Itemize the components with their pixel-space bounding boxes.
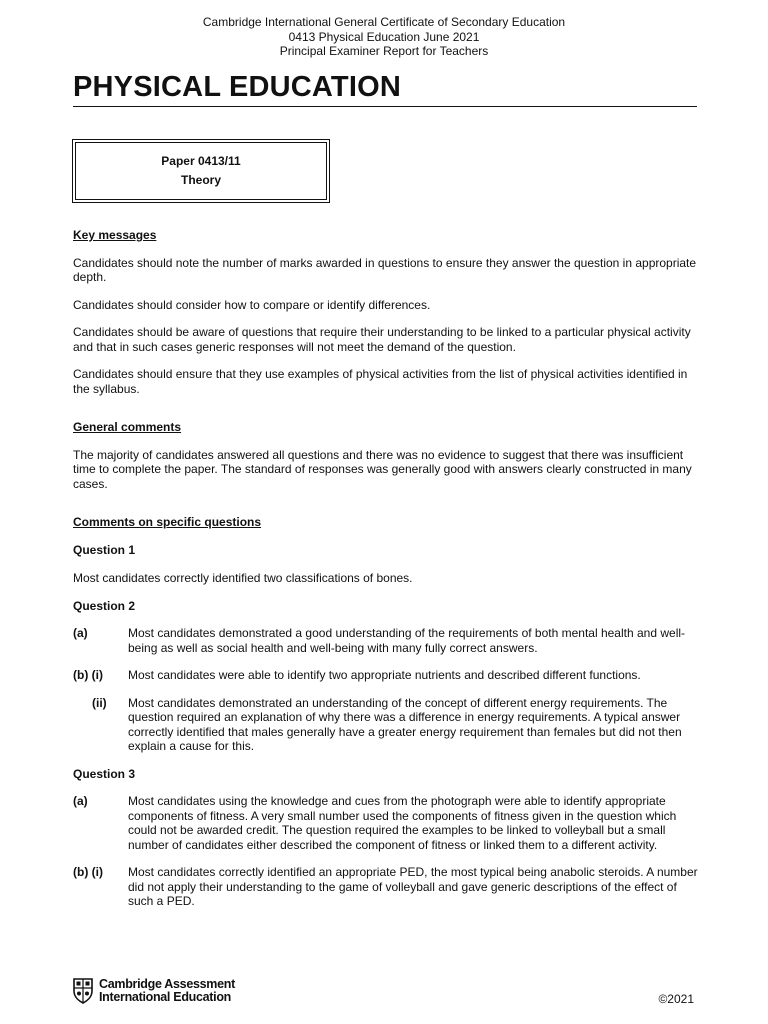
document-header (0, 15, 768, 59)
general-comments-heading: General comments (73, 420, 182, 434)
question-2-title: Question 2 (73, 598, 136, 613)
question-2b-i (73, 668, 698, 683)
question-3-title: Question 3 (73, 766, 136, 781)
question-3a (73, 794, 698, 852)
report-body (73, 228, 698, 909)
question-2a (73, 626, 698, 655)
item-text: Most candidates using the knowledge and cues from the photograph were able to identify appropriate components of fitness. A very small number used the components of fitness given in the question which could not be awarded credit. The question required the examples to be linked to volleyball but a small number of candidates either described the component of fitness or linked them to a different activity. (128, 794, 677, 852)
item-text: Most candidates demonstrated an understanding of the concept of different energy requirements. The question required an explanation of why there was a difference in energy requirements. A typical answer correctly identified that males generally have a greater energy requirement than females but did not then explain a cause for this. (128, 695, 682, 753)
key-messages-heading: Key messages (73, 228, 157, 242)
item-text: Most candidates demonstrated a good understanding of the requirements of both mental health and well-being as well as social health and well-being with many fully correct answers. (128, 626, 686, 655)
key-message-paragraph: Candidates should be aware of questions that require their understanding to be linked to a particular physical activity and that in such cases generic responses will not meet the demand of the question. (73, 325, 691, 354)
cambridge-logo (73, 976, 235, 1006)
header-line-1: Cambridge International General Certificate of Secondary Education (202, 15, 566, 29)
item-label: (ii) (92, 695, 107, 710)
page-title: PHYSICAL EDUCATION (73, 70, 697, 107)
shield-icon (73, 978, 93, 1004)
key-message-paragraph: Candidates should ensure that they use examples of physical activities from the list of physical activities identified in the syllabus. (73, 367, 688, 396)
header-line-3: Principal Examiner Report for Teachers (279, 44, 489, 58)
logo-line-1: Cambridge Assessment (99, 977, 235, 991)
question-2b-ii (73, 696, 698, 754)
specific-questions-heading: Comments on specific questions (73, 515, 262, 529)
item-label: (b) (i) (73, 865, 103, 879)
header-line-2: 0413 Physical Education June 2021 (288, 29, 480, 44)
question-3b-i (73, 865, 698, 909)
paper-number: Paper 0413/11 (161, 154, 241, 168)
paper-box-inner (75, 142, 327, 200)
item-text: Most candidates correctly identified an appropriate PED, the most typical being anabolic steroids. A number did not apply their understanding to the game of volleyball and gave generic descriptions of the effect of such a PED. (128, 865, 698, 908)
item-label: (b) (i) (73, 668, 103, 682)
question-1-text: Most candidates correctly identified two classifications of bones. (73, 571, 413, 585)
general-comments-paragraph: The majority of candidates answered all questions and there was no evidence to suggest that there was insufficient time to complete the paper. The standard of responses was generally good with answers clearly constructed in many cases. (73, 447, 692, 491)
item-label: (a) (73, 626, 88, 640)
paper-box (72, 139, 330, 203)
item-text: Most candidates were able to identify two appropriate nutrients and described different functions. (128, 668, 641, 682)
key-message-paragraph: Candidates should consider how to compare or identify differences. (73, 297, 431, 312)
copyright-notice: ©2021 (658, 992, 694, 1006)
logo-line-2: International Education (99, 990, 231, 1004)
key-message-paragraph: Candidates should note the number of marks awarded in questions to ensure they answer the question in appropriate depth. (73, 255, 697, 284)
question-1-title: Question 1 (73, 542, 136, 557)
paper-component: Theory (180, 173, 221, 187)
item-label: (a) (73, 794, 88, 808)
